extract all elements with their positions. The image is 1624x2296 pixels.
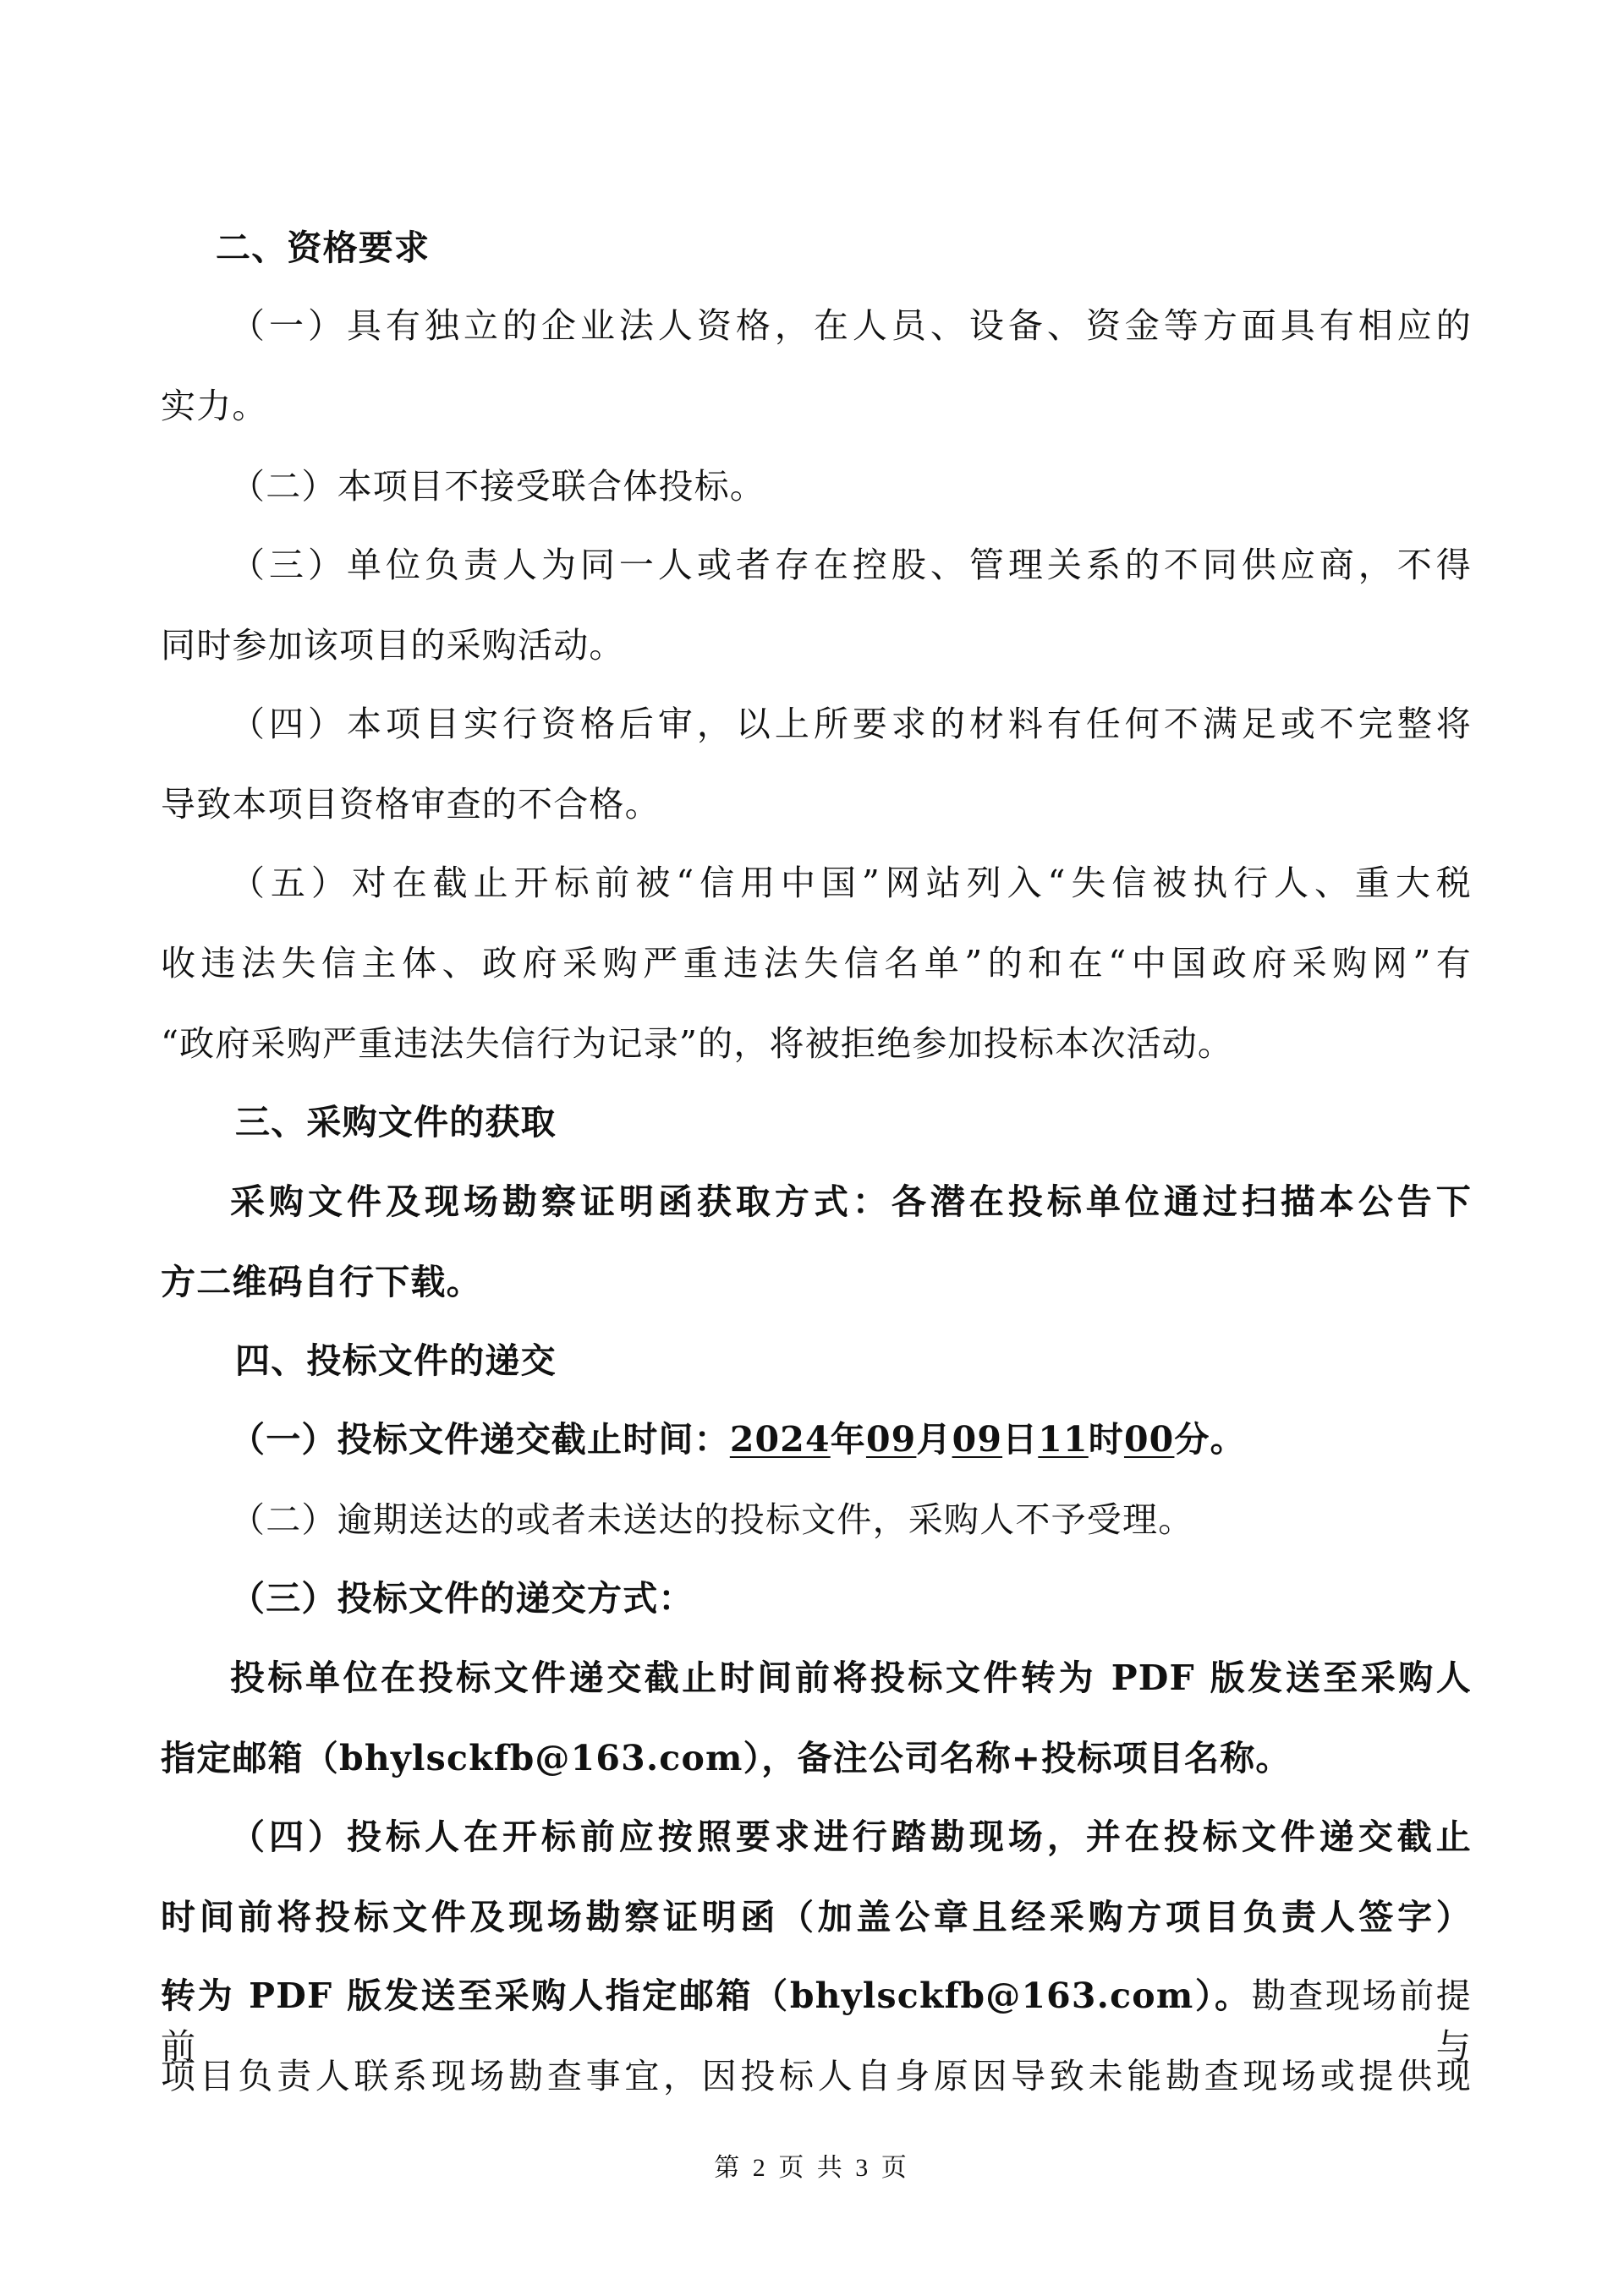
qualification-item-4-line-1: （四）本项目实行资格后审，以上所要求的材料有任何不满足或不完整将 (230, 704, 1472, 744)
site-survey-contact-start: 勘查现场前提前与 (161, 1975, 1473, 2067)
qualification-item-5-line-2: 收违法失信主体、政府采购严重违法失信名单”的和在“中国政府采购网”有 (161, 943, 1472, 984)
site-survey-line-1: （四）投标人在开标前应按照要求进行踏勘现场，并在投标文件递交截止 (230, 1817, 1472, 1857)
site-survey-email-sentence: 转为 PDF 版发送至采购人指定邮箱（bhylsckfb@163.com）。 (161, 1975, 1252, 2016)
qualification-item-5-line-3: “政府采购严重违法失信行为记录”的，将被拒绝参加投标本次活动。 (161, 1023, 1234, 1064)
qualification-item-3-line-1: （三）单位负责人为同一人或者存在控股、管理关系的不同供应商，不得 (230, 545, 1472, 585)
submission-method-heading: （三）投标文件的递交方式： (230, 1578, 694, 1619)
qualification-item-4-line-2: 导致本项目资格审查的不合格。 (161, 784, 661, 825)
qualification-item-1-line-2: 实力。 (161, 386, 268, 426)
submission-late-policy: （二）逾期送达的或者未送达的投标文件，采购人不予受理。 (230, 1499, 1194, 1540)
deadline-minute: 00 (1123, 1419, 1175, 1460)
section-heading-qualifications: 二、资格要求 (216, 227, 431, 268)
qualification-item-1-line-1: （一）具有独立的企业法人资格，在人员、设备、资金等方面具有相应的 (230, 305, 1472, 346)
deadline-hour: 11 (1038, 1419, 1089, 1460)
submission-method-line-1: 投标单位在投标文件递交截止时间前将投标文件转为 PDF 版发送至采购人 (230, 1658, 1472, 1698)
deadline-hour-unit: 时 (1088, 1419, 1124, 1460)
deadline-day: 09 (952, 1419, 1003, 1460)
qualification-item-5-line-1: （五）对在截止开标前被“信用中国”网站列入“失信被执行人、重大税 (230, 863, 1472, 903)
deadline-day-unit: 日 (1002, 1419, 1039, 1460)
qualification-item-2: （二）本项目不接受联合体投标。 (230, 466, 765, 507)
procurement-docs-line-1: 采购文件及现场勘察证明函获取方式：各潜在投标单位通过扫描本公告下 (230, 1181, 1472, 1222)
page-number-footer: 第 2 页 共 3 页 (714, 2154, 910, 2182)
qualification-item-3-line-2: 同时参加该项目的采购活动。 (161, 625, 625, 666)
section-heading-bid-submission: 四、投标文件的递交 (235, 1340, 557, 1381)
site-survey-line-4: 项目负责人联系现场勘查事宜，因投标人自身原因导致未能勘查现场或提供现 (161, 2056, 1472, 2096)
deadline-month: 09 (865, 1419, 917, 1460)
submission-method-line-2: 指定邮箱（bhylsckfb@163.com），备注公司名称+投标项目名称。 (161, 1738, 1292, 1778)
procurement-docs-line-2: 方二维码自行下载。 (161, 1262, 482, 1302)
site-survey-line-2: 时间前将投标文件及现场勘察证明函（加盖公章且经采购方项目负责人签字） (161, 1897, 1472, 1937)
deadline-year-unit: 年 (830, 1419, 866, 1460)
submission-deadline (230, 1414, 1472, 1465)
section-heading-procurement-docs: 三、采购文件的获取 (235, 1102, 557, 1143)
deadline-month-unit: 月 (916, 1419, 952, 1460)
deadline-minute-unit: 分。 (1174, 1419, 1246, 1460)
deadline-label: （一）投标文件递交截止时间： (230, 1419, 730, 1460)
deadline-year: 2024 (729, 1419, 831, 1460)
